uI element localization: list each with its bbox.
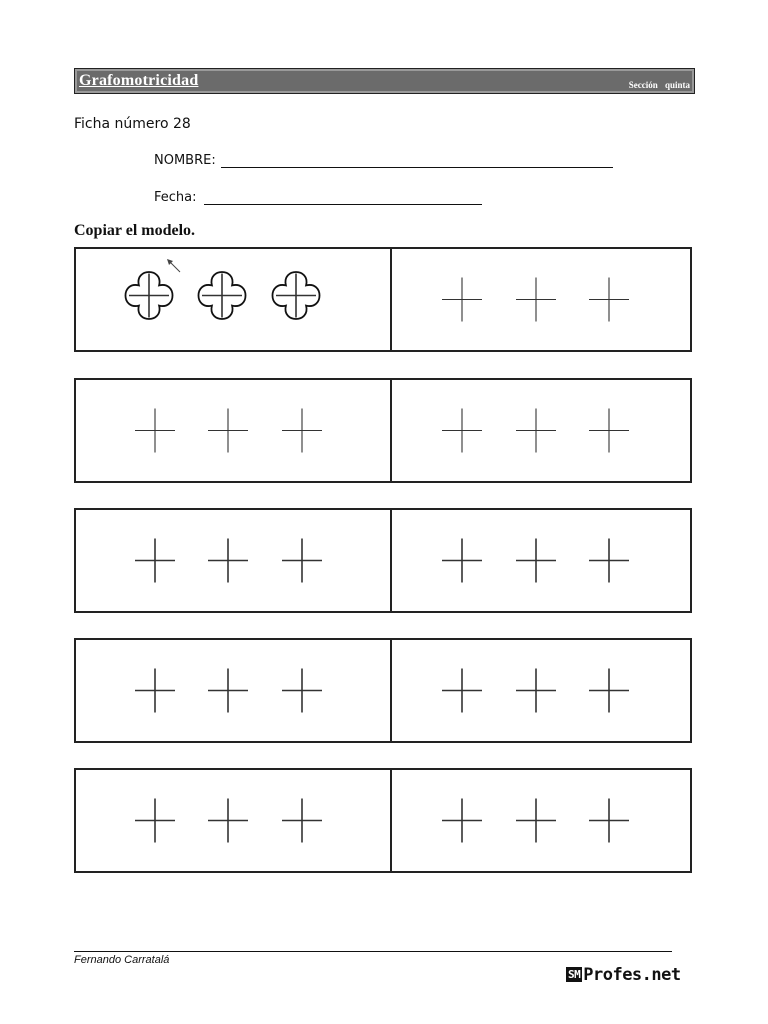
logo-text: Profes.net (583, 965, 681, 985)
practice-cell[interactable] (442, 669, 629, 713)
footer-divider (74, 951, 672, 952)
date-label: Fecha: (154, 190, 197, 205)
cross-icon (589, 539, 629, 583)
practice-cell[interactable] (442, 539, 629, 583)
exercise-row (75, 639, 691, 742)
cross-icon (589, 278, 629, 322)
practice-cell[interactable] (442, 799, 629, 843)
practice-cell[interactable] (135, 409, 322, 453)
cross-icon (282, 409, 322, 453)
cross-icon (208, 409, 248, 453)
practice-cell[interactable] (442, 278, 629, 322)
exercise-row (75, 509, 691, 612)
cross-icon (282, 539, 322, 583)
cross-icon (208, 539, 248, 583)
cross-icon (282, 669, 322, 713)
exercise-rows (75, 248, 691, 872)
cross-icon (442, 278, 482, 322)
cross-icon (442, 669, 482, 713)
exercise-row (75, 769, 691, 872)
cross-icon (442, 539, 482, 583)
name-label: NOMBRE: (154, 153, 216, 168)
model-cell[interactable] (125, 259, 319, 319)
practice-cell[interactable] (442, 409, 629, 453)
cross-icon (135, 539, 175, 583)
cross-icon (135, 669, 175, 713)
cross-icon (589, 799, 629, 843)
logo-badge: SM (568, 968, 581, 981)
exercise-row (75, 248, 691, 351)
cross-icon (276, 274, 316, 318)
cross-icon (516, 669, 556, 713)
cross-icon (282, 799, 322, 843)
footer-author: Fernando Carratalá (74, 954, 170, 966)
practice-cell[interactable] (135, 799, 322, 843)
exercise-row (75, 379, 691, 482)
header-section: Sección quinta (628, 80, 690, 90)
cross-icon (442, 799, 482, 843)
cross-icon (516, 278, 556, 322)
instruction-text: Copiar el modelo. (74, 222, 196, 239)
cross-icon (516, 539, 556, 583)
cross-icon (208, 799, 248, 843)
cross-icon (129, 274, 169, 318)
start-arrow-icon (167, 259, 180, 272)
publisher-logo (566, 965, 681, 985)
cross-icon (442, 409, 482, 453)
header-title: Grafomotricidad (79, 72, 199, 89)
cross-icon (589, 669, 629, 713)
cross-icon (208, 669, 248, 713)
cross-icon (135, 409, 175, 453)
practice-cell[interactable] (135, 669, 322, 713)
practice-cell[interactable] (135, 539, 322, 583)
cross-icon (516, 799, 556, 843)
ficha-number: Ficha número 28 (74, 116, 191, 132)
cross-icon (135, 799, 175, 843)
arrow-shaft (170, 262, 180, 272)
cross-icon (516, 409, 556, 453)
cross-icon (589, 409, 629, 453)
cross-icon (202, 274, 242, 318)
